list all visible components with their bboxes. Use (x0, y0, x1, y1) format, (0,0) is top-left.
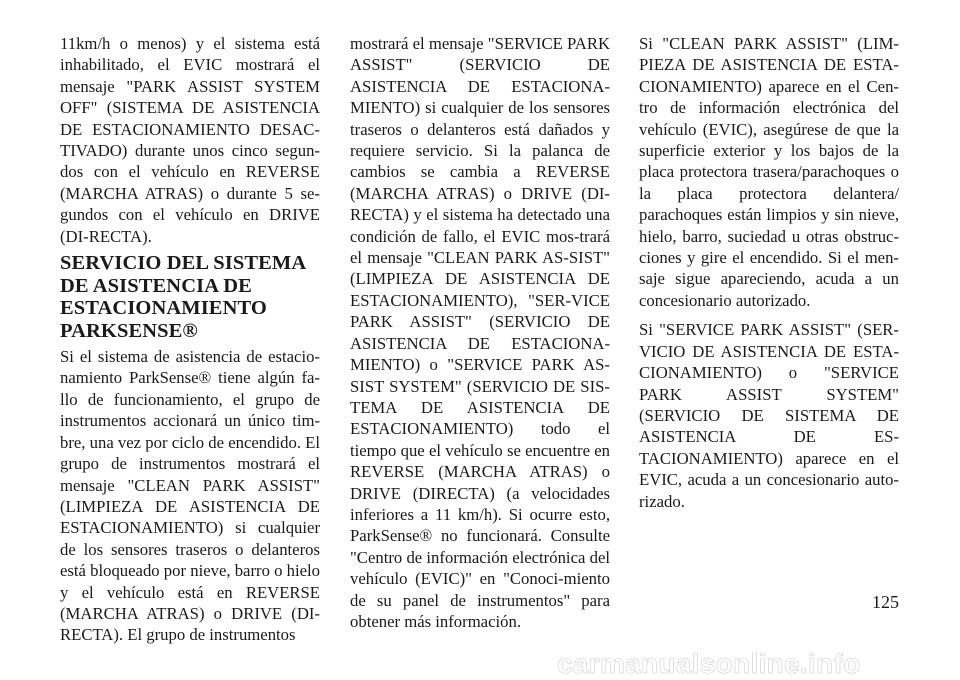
column-left (60, 33, 320, 654)
body-paragraph: mostrará el mensaje "SERVICE PARK ASSIST" (SERVICIO DE ASISTENCIA DE ESTACIONA-MIENTO) si cualquier de los sensores traseros o delanteros está dañados y requiere servicio. Si la palanca de cambios se cambia a REVERSE (MARCHA ATRAS) o DRIVE (DI-RECTA) y el sistema ha detectado una condición de fallo, el EVIC mos-trará el mensaje "CLEAN PARK AS-SIST" (LIMPIEZA DE ASISTENCIA DE ESTACIONAMIENTO), "SER-VICE PARK ASSIST" (SERVICIO DE ASISTENCIA DE ESTACIONA-MIENTO) o "SERVICE PARK AS-SIST SYSTEM" (SERVICIO DE SIS-TEMA DE ASISTENCIA DE ESTACIONAMIENTO) todo el tiempo que el vehículo se encuentre en REVERSE (MARCHA ATRAS) o DRIVE (DIRECTA) (a velocidades inferiores a 11 km/h). Si ocurre esto, ParkSense® no funcionará. Consulte "Centro de información electrónica del vehículo (EVIC)" en "Conoci-miento de su panel de instrumentos" para obtener más información. (350, 34, 610, 631)
section-title: SERVICIO DEL SISTEMA DE ASISTENCIA DE ESTACIONAMIENTO PARKSENSE® (60, 252, 306, 342)
page-number: 125 (872, 592, 899, 612)
column-right (639, 33, 899, 520)
intro-paragraph: 11km/h o menos) y el sistema está inhabilitado, el EVIC mostrará el mensaje "PARK ASSIST SYSTEM OFF" (SISTEMA DE ASISTENCIA DE ESTACIONAMIENTO DESAC-TIVADO) durante unos cinco segun-dos con el vehículo en REVERSE (MARCHA ATRAS) o durante 5 se-gundos con el vehículo en DRIVE (DI-RECTA). (60, 34, 320, 246)
watermark: carmanualsonline.info (557, 648, 861, 679)
body-paragraph: Si "SERVICE PARK ASSIST" (SER-VICIO DE ASISTENCIA DE ESTA-CIONAMIENTO) o "SERVICE PARK ASSIST SYSTEM" (SERVICIO DE SISTEMA DE ASISTENCIA DE ES-TACIONAMIENTO) aparece en el EVIC, acuda a un concesionario auto-rizado. (639, 320, 899, 511)
body-paragraph: Si el sistema de asistencia de estacio-namiento ParkSense® tiene algún fa-llo de funcionamiento, el grupo de instrumentos accionará un único tim-bre, una vez por ciclo de encendido. El grupo de instrumentos mostrará el mensaje "CLEAN PARK ASSIST" (LIMPIEZA DE ASISTENCIA DE ESTACIONAMIENTO) si cualquier de los sensores traseros o delanteros está bloqueado por nieve, barro o hielo y el vehículo está en REVERSE (MARCHA ATRAS) o DRIVE (DI-RECTA). El grupo de instrumentos (60, 347, 320, 645)
body-paragraph: Si "CLEAN PARK ASSIST" (LIM-PIEZA DE ASISTENCIA DE ESTA-CIONAMIENTO) aparece en el Cen-tro de información electrónica del vehículo (EVIC), asegúrese de que la superficie exterior y los bajos de la placa protectora trasera/parachoques o la placa protectora delantera/ parachoques están limpios y sin nieve, hielo, barro, suciedad u otras obstruc-ciones y gire el encendido. Si el men-saje sigue apareciendo, acuda a un concesionario autorizado. (639, 34, 899, 310)
column-middle (350, 33, 610, 640)
